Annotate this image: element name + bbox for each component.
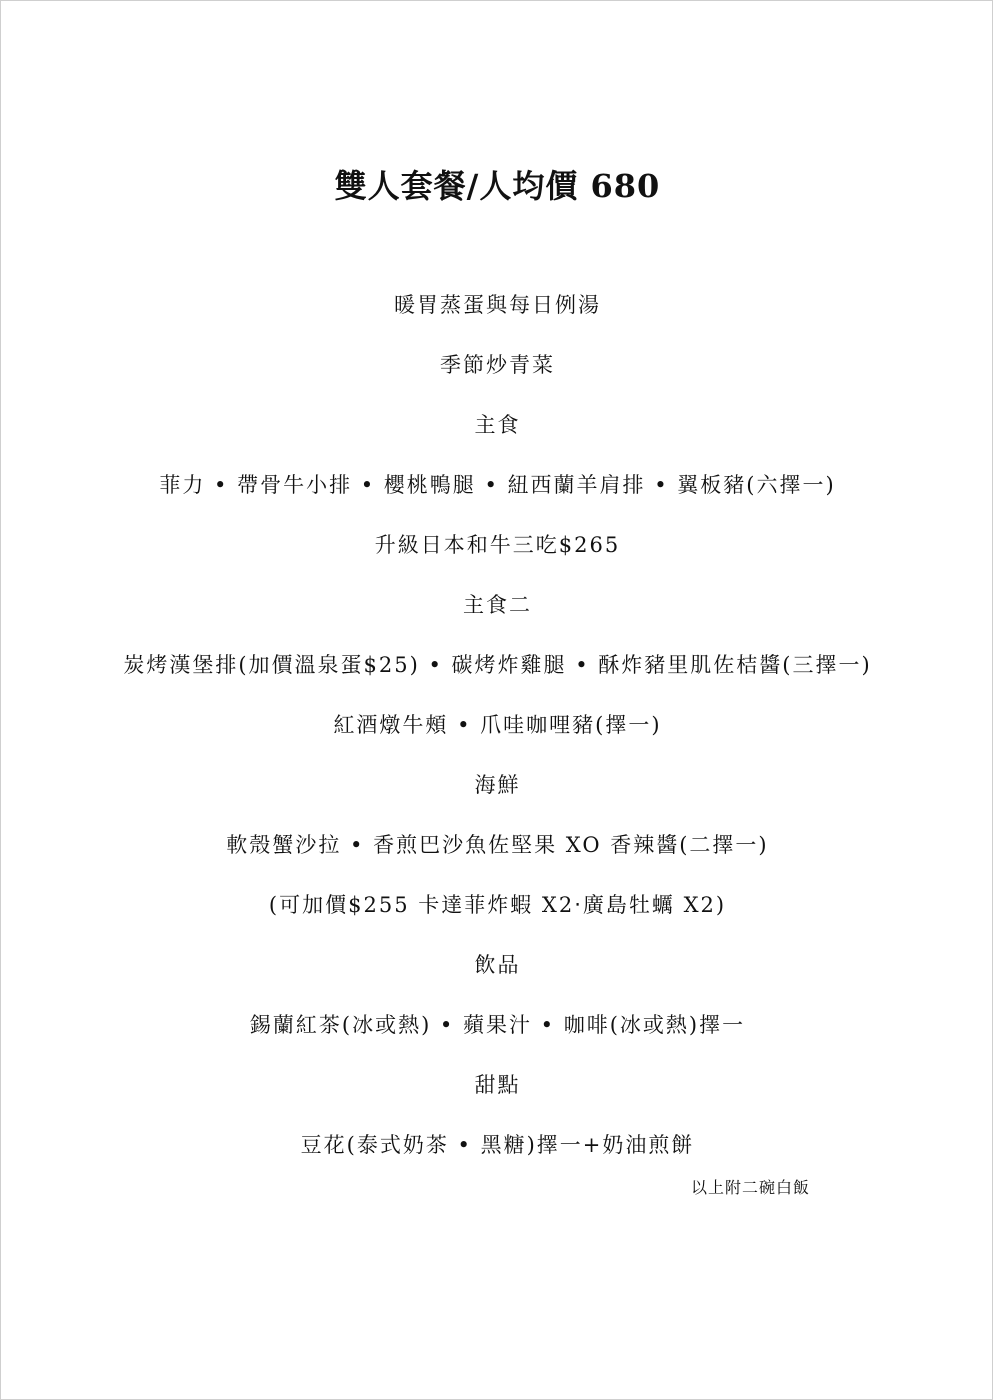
menu-line-stew-options: 紅酒燉牛頰 • 爪哇咖哩豬(擇一) — [333, 713, 662, 737]
section-heading-main: 主食 — [474, 413, 521, 437]
menu-title: 雙人套餐/人均價 680 — [334, 167, 661, 205]
menu-line-dessert-options: 豆花(泰式奶茶 • 黑糖)擇一+奶油煎餅 — [300, 1133, 695, 1157]
menu-line-seafood-addon: (可加價$255 卡達菲炸蝦 X2‧廣島牡蠣 X2) — [268, 893, 727, 917]
section-heading-drinks: 飲品 — [474, 953, 521, 977]
menu-line-seafood-options: 軟殼蟹沙拉 • 香煎巴沙魚佐堅果 XO 香辣醬(二擇一) — [226, 833, 769, 857]
menu-line-vegetable: 季節炒青菜 — [440, 353, 555, 377]
menu-line-wagyu-upgrade: 升級日本和牛三吃$265 — [374, 533, 621, 557]
section-heading-main-two: 主食二 — [463, 593, 532, 617]
section-heading-seafood: 海鮮 — [474, 773, 521, 797]
section-heading-dessert: 甜點 — [474, 1073, 521, 1097]
menu-line-drink-options: 錫蘭紅茶(冰或熱) • 蘋果汁 • 咖啡(冰或熱)擇一 — [249, 1013, 746, 1037]
menu-line-appetizer-soup: 暖胃蒸蛋與每日例湯 — [394, 293, 601, 317]
menu-footnote: 以上附二碗白飯 — [691, 1178, 811, 1197]
menu-line-main-options: 菲力 • 帶骨牛小排 • 櫻桃鴨腿 • 紐西蘭羊肩排 • 翼板豬(六擇一) — [159, 473, 836, 497]
menu-line-main-two-options: 炭烤漢堡排(加價溫泉蛋$25) • 碳烤炸雞腿 • 酥炸豬里肌佐桔醬(三擇一) — [123, 653, 872, 677]
